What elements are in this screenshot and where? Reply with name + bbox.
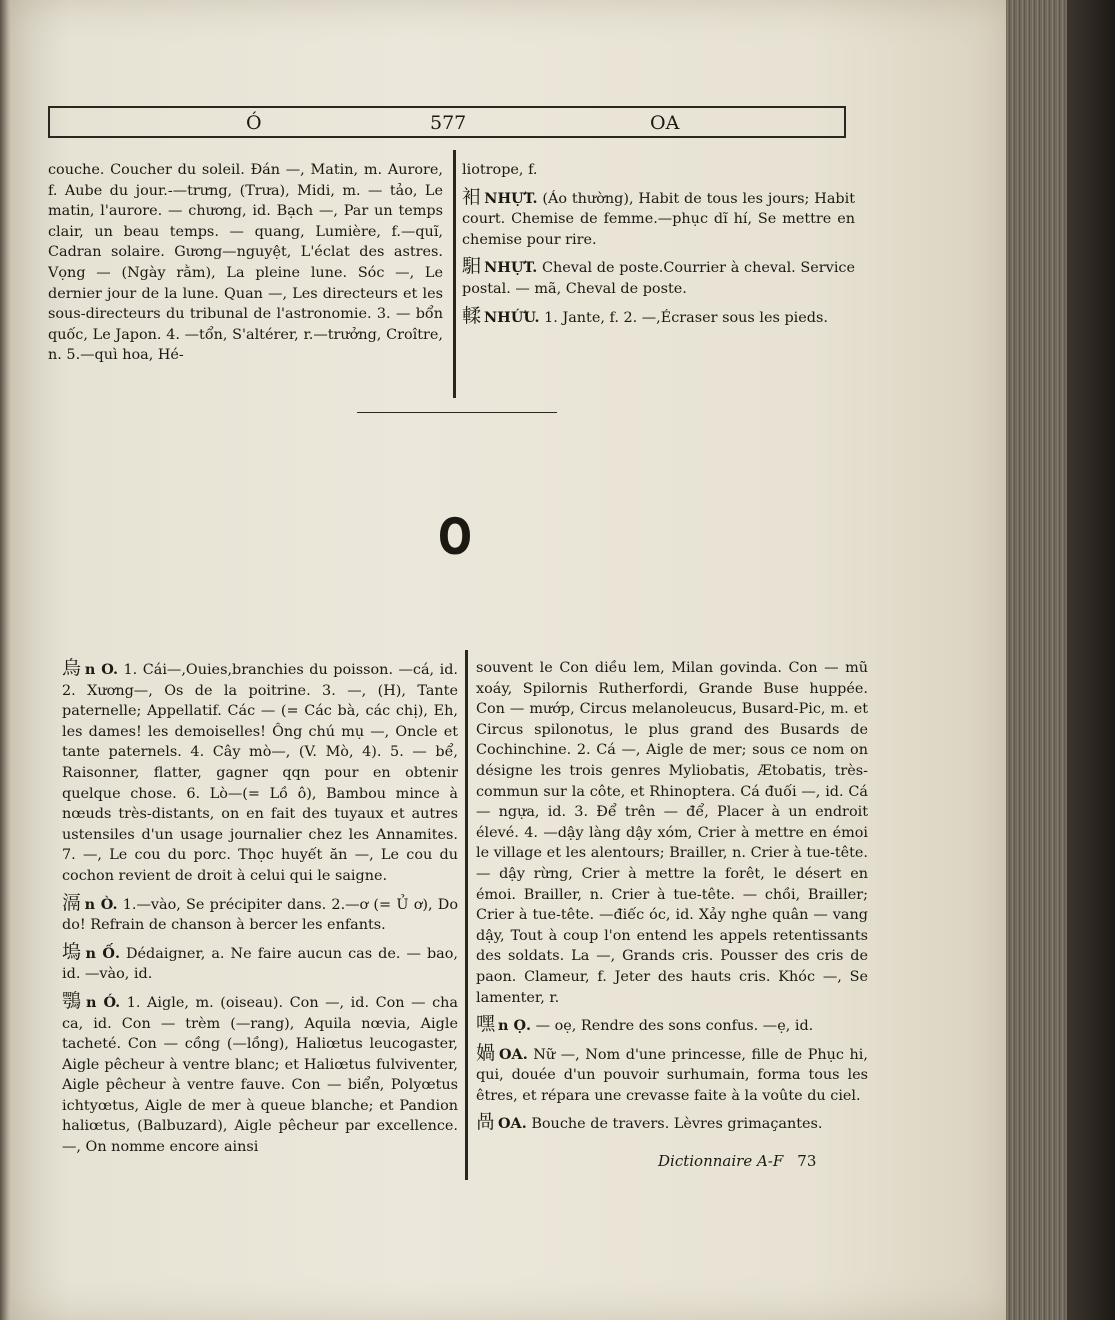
entry-headword: n Ố. [85, 944, 120, 962]
entry-character: 輮 [462, 304, 482, 327]
entry-character: 咼 [476, 1111, 496, 1134]
entry-headword: NHỰT. [484, 259, 538, 277]
entry-headword: NHỨU. [484, 308, 540, 326]
dictionary-entry [476, 658, 868, 1008]
section-letter: O [437, 508, 472, 566]
entry-character: 馹 [462, 255, 482, 278]
dictionary-entry [476, 1112, 868, 1135]
entry-headword: n O. [84, 661, 119, 678]
signature-mark [658, 1152, 816, 1170]
entry-definition: 1.—vào, Se précipiter dans. 2.—ơ (= Ủ ơ), Do do! Refrain de chanson à bercer les enfants. [62, 896, 458, 934]
entry-character: 衵 [462, 185, 482, 208]
column-bottom-right [476, 658, 868, 1148]
entry-text: couche. Coucher du soleil. Đán —, Matin, m. Aurore, f. Aube du jour.-—trưng, (Trưa), Midi, m. — tảo, Le matin, l'aurore. — chương, id. Bạch —, Par un temps clair, un beau temps. — quang, Lumière, f.—quĩ, Cadran solaire. Gương—nguyệt, L'éclat des astres. Vọng — (Ngày rằm), La pleine lune. Sóc —, Le dernier jour de la lune. Quan —, Les directeurs et les sous-directeurs du tribunal de l'astronomie. 3. — bổn quốc, Le Japon. 4. —tổn, S'altérer, r.—trưởng, Croître, n. 5.—quì hoa, Hé- [48, 162, 443, 364]
dictionary-entry [62, 658, 458, 887]
entry-definition: Cheval de poste.Courrier à cheval. Service postal. — mã, Cheval de poste. [462, 260, 855, 297]
dictionary-entry [476, 1043, 868, 1107]
entry-definition: souvent le Con diều lem, Milan govinda. Con — mũ xoáy, Spilornis Rutherfordi, Grande Buse huppée. Con — mướp, Circus melanoleucus, Busard-Pic, m. et Circus spilonotus, le plus grand des Busards de Cochinchine. 2. Cá —, Aigle de mer; sous ce nom on désigne les trois genres Myliobatis, Ætobatis, très-commun sur la côte, et Rhinoptera. Cá đuối —, id. Cá — ngựa, id. 3. Để trên — để, Placer à un endroit élevé. 4. —dậy làng dậy xóm, Crier à mettre en émoi le village et les alentours; Brailler, n. Crier à tue-tête. — dậy rừng, Crier à mettre la forêt, le désert en émoi. Brailler, n. Crier à tue-tête. — chồi, Brailler; Crier à tue-tête. —điếc óc, id. Xảy nghe quân — vang dậy, Tout à coup l'on entend les appels retentissants des soldats. La —, Grands cris. Pousser des cris de paon. Clameur, f. Jeter des hauts cris. Khóc —, Se lamenter, r. [476, 660, 868, 1006]
entry-character: 烏 [62, 658, 82, 679]
dictionary-entry [62, 991, 458, 1158]
entry-character: 滆 [62, 891, 82, 914]
section-separator [357, 412, 557, 413]
entry-definition: (Áo thường), Habit de tous les jours; Habit court. Chemise de femme.—phục dĩ hí, Se mettre en chemise pour rire. [462, 190, 855, 248]
column-divider-bottom [465, 650, 468, 1180]
entry-definition: 1. Aigle, m. (oiseau). Con —, id. Con — cha ca, id. Con — trèm (—rang), Aquila nœvia, Aigle tacheté. Con — cồng (—lồng), Haliœtus leucogaster, Aigle pêcheur à ventre blanc; et Haliœtus fulviventer, Aigle pêcheur à ventre fauve. Con — biển, Polyœtus ichtyœtus, Aigle de mer à queue blanche; et Pandion haliœtus, (Balbuzard), Aigle pêcheur par excellence.—, On nomme encore ainsi [62, 994, 458, 1156]
running-header [48, 106, 846, 138]
signature-number: 73 [797, 1152, 817, 1170]
entry-definition: Dédaigner, a. Ne faire aucun cas de. — bao, id. —vào, id. [62, 945, 458, 983]
header-left-entry: Ó [246, 112, 262, 134]
header-right-entry: OA [650, 112, 680, 134]
entry-character: 媧 [476, 1041, 496, 1064]
column-top-left [48, 160, 443, 375]
entry-definition: Bouche de travers. Lèvres grimaçantes. [531, 1116, 823, 1133]
entry-character: 嘿 [476, 1013, 496, 1036]
entry-headword: OA. [499, 1045, 528, 1063]
dictionary-entry [62, 942, 458, 985]
entry-headword: NHỰT. [484, 189, 538, 207]
entry-headword: n Ọ. [498, 1017, 532, 1035]
dictionary-entry [462, 160, 855, 181]
entry-character: 鶚 [62, 989, 83, 1012]
entry-definition: liotrope, f. [462, 162, 538, 178]
dictionary-entry [462, 306, 855, 329]
entry-definition: 1. Cái—,Ouies,branchies du poisson. —cá, id. 2. Xương—, Os de la poitrine. 3. —, (H), Tante paternelle; Appellatif. Các — (= Các bà, các chị), Eh, les dames! les demoiselles! Ông chú mụ —, Oncle et tante paternels. 4. Cây mò—, (V. Mò, 4). 5. — bể, Raisonner, flatter, gagner qqn pour en obtenir quelque chose. 6. Lò—(= Lồ ô), Bambou mince à nœuds très-distants, on en fait des tuyaux et autres ustensiles d'un usage journalier chez les Annamites. 7. —, Le cou du porc. Thọc huyết ăn —, Le cou du cochon revient de droit à celui qui le saigne. [62, 662, 458, 884]
dictionary-entry [462, 187, 855, 251]
dictionary-entry [476, 1014, 868, 1037]
dictionary-entry [462, 256, 855, 299]
signature-label: Dictionnaire A-F [658, 1152, 784, 1170]
entry-headword: n Ó. [86, 993, 121, 1011]
entry-headword: n Ò. [84, 895, 118, 913]
entry-definition: — oẹ, Rendre des sons confus. —ẹ, id. [535, 1018, 814, 1035]
entry-definition: 1. Jante, f. 2. —,Écraser sous les pieds. [544, 309, 828, 326]
book-page-edges [1006, 0, 1115, 1320]
column-bottom-left [62, 658, 458, 1178]
column-top-right [462, 160, 855, 360]
entry-definition: Nữ —, Nom d'une princesse, fille de Phục hi, qui, douée d'un pouvoir surhumain, forma tous les êtres, et répara une crevasse faite à la voûte du ciel. [476, 1046, 868, 1104]
entry-headword: OA. [498, 1115, 527, 1133]
column-divider-top [453, 150, 456, 398]
dictionary-entry [62, 893, 458, 936]
page-number: 577 [430, 112, 467, 134]
entry-character: 塢 [62, 940, 83, 963]
